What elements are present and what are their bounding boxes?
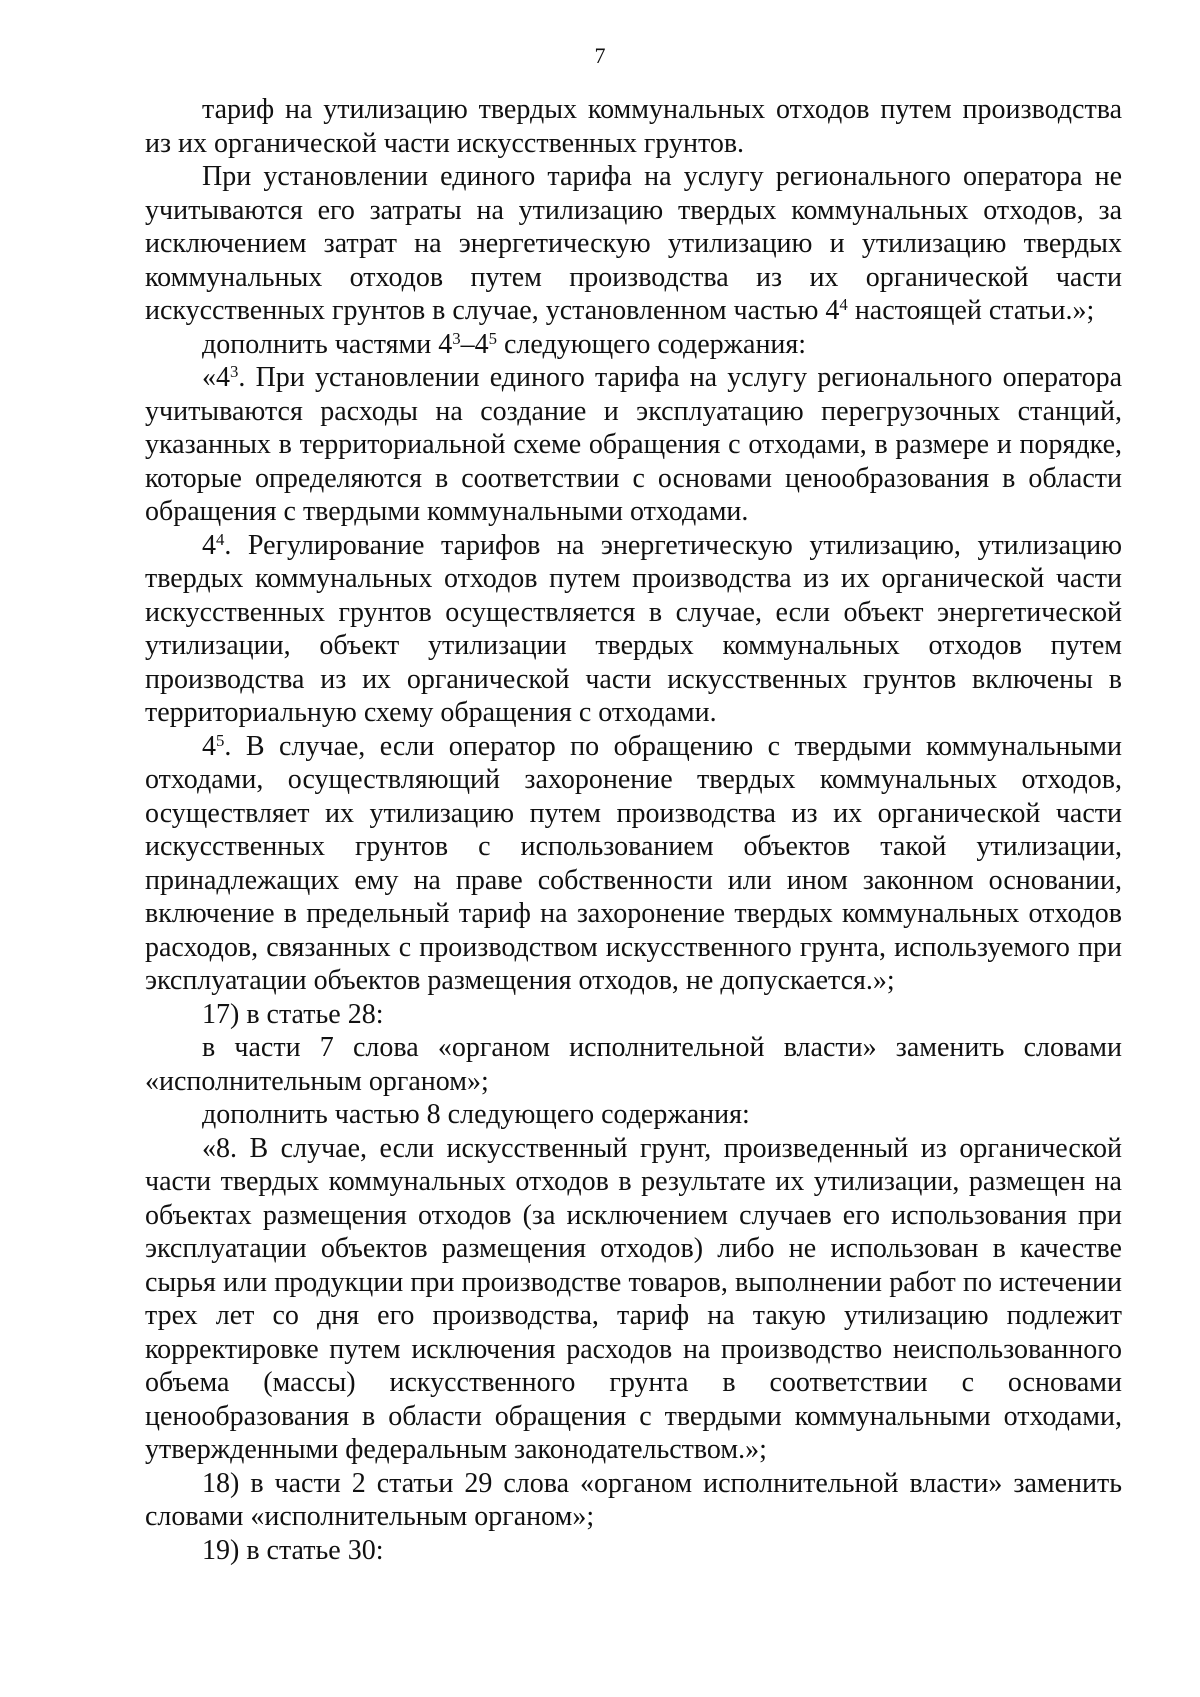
paragraph-text: 18) в части 2 статьи 29 слова «органом исполнительной власти» заменить словами «исполнительным органом»;: [145, 1467, 1122, 1532]
paragraph-text: . Регулирование тарифов на энергетическую утилизацию, утилизацию твердых коммунальных отходов путем производства из их органической части искусственных грунтов осуществляется в случае, если объект энергетической утилизации, объект утилизации твердых коммунальных отходов путем производства из их органической части искусственных грунтов включены в территориальную схему обращения с отходами.: [145, 529, 1122, 728]
paragraph: [145, 361, 1122, 529]
paragraph-text: 4: [202, 730, 216, 762]
superscript: 5: [216, 730, 225, 750]
paragraph-text: «8. В случае, если искусственный грунт, произведенный из органической части твердых коммунальных отходов в результате их утилизации, размещен на объектах размещения отходов (за исключением случаев его использования при эксплуатации объектов размещения отходов) либо не использован в качестве сырья или продукции при производстве товаров, выполнении работ по истечении трех лет со дня его производства, тариф на такую утилизацию подлежит корректировке путем исключения расходов на производство неиспользованного объема (массы) искусственного грунта в соответствии с основами ценообразования в области обращения с твердыми коммунальными отходами, утвержденными федеральным законодательством.»;: [145, 1132, 1122, 1465]
paragraph: [145, 998, 1122, 1032]
paragraph: [145, 160, 1122, 328]
paragraph: [145, 730, 1122, 998]
paragraph: [145, 1098, 1122, 1132]
paragraph: [145, 328, 1122, 362]
paragraph: [145, 1467, 1122, 1534]
superscript: 4: [216, 529, 225, 549]
paragraph-text: При установлении единого тарифа на услугу регионального оператора не учитываются его затраты на утилизацию твердых коммунальных отходов, за исключением затрат на энергетическую утилизацию и утилизацию твердых коммунальных отходов путем производства из их органической части искусственных грунтов в случае, установленном частью 4: [145, 161, 1122, 326]
paragraph: [145, 93, 1122, 160]
paragraph-text: . В случае, если оператор по обращению с твердыми коммунальными отходами, осуществляющий захоронение твердых коммунальных отходов, осуществляет их утилизацию путем производства из их органической части искусственных грунтов с использованием объектов такой утилизации, принадлежащих ему на праве собственности или ином законном основании, включение в предельный тариф на захоронение твердых коммунальных отходов расходов, связанных с производством искусственного грунта, используемого при эксплуатации объектов размещения отходов, не допускается.»;: [145, 730, 1122, 996]
paragraph-text: –4: [460, 328, 489, 360]
paragraph-text: следующего содержания:: [496, 328, 807, 360]
paragraph-text: в части 7 слова «органом исполнительной власти» заменить словами «исполнительным органом»;: [145, 1032, 1122, 1097]
paragraph: [145, 1031, 1122, 1098]
paragraph-text: настоящей статьи.»;: [847, 295, 1095, 326]
paragraph-text: 19) в статье 30:: [202, 1534, 384, 1566]
paragraph-text: «4: [202, 362, 230, 393]
paragraph-text: 4: [202, 529, 216, 561]
superscript: 3: [452, 328, 461, 348]
paragraph-text: дополнить частью 8 следующего содержания:: [202, 1099, 750, 1130]
paragraph-text: дополнить частями 4: [202, 328, 453, 360]
superscript: 4: [839, 294, 848, 314]
paragraph: [145, 529, 1122, 730]
paragraph-text: тариф на утилизацию твердых коммунальных отходов путем производства из их органической части искусственных грунтов.: [145, 94, 1122, 159]
body-text: [145, 93, 1122, 1567]
paragraph: [145, 1132, 1122, 1467]
page-number: 7: [594, 43, 606, 68]
paragraph-text: . При установлении единого тарифа на услугу регионального оператора учитываются расходы на создание и эксплуатацию перегрузочных станций, указанных в территориальной схеме обращения с отходами, в размере и порядке, которые определяются в соответствии с основами ценообразования в области обращения с твердыми коммунальными отходами.: [145, 362, 1122, 527]
superscript: 5: [488, 328, 497, 348]
paragraph: [145, 1534, 1122, 1568]
paragraph-text: 17) в статье 28:: [202, 998, 384, 1030]
superscript: 3: [230, 361, 239, 381]
